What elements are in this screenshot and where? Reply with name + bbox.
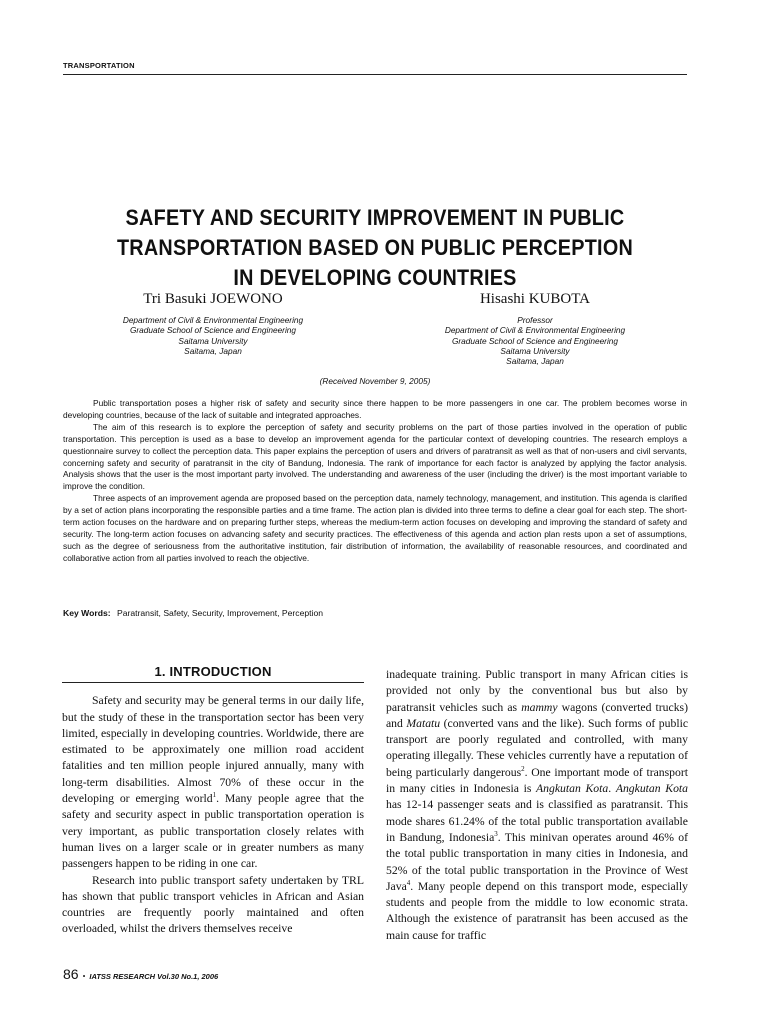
- text-run: inadequate training. Public transport in many African cities is provided not only by the conventional bus but also by paratransit vehicles such as: [386, 668, 688, 714]
- text-run: has 12-14 passenger seats and is classified as paratransit. This mode shares 61.24% of the total public transportation available in Bandung, Indonesia: [386, 798, 688, 844]
- text-run: Safety and security may be general terms in our daily life, but the study of these in the transportation sector has been very limited, especially in developing countries. Worldwide, there are estimated to be approximately one million road accident fatalities and ten million people injured annually, many with long-term disabilities. Almost 70% of these occur in the developing or emerging world: [62, 694, 364, 806]
- affiliation-line: Saitama University: [500, 345, 570, 356]
- title-line-2: TRANSPORTATION BASED ON PUBLIC PERCEPTION: [116, 235, 634, 260]
- citation-marker: 3: [494, 830, 498, 839]
- body-column-right: [386, 667, 688, 944]
- affiliation-line: Department of Civil & Environmental Engineering: [444, 325, 626, 336]
- author-affiliation-1: [63, 315, 363, 356]
- paper-title: [98, 203, 652, 293]
- text-run: . One important mode of transport in many cities in Indonesia is: [386, 765, 688, 796]
- page-footer: [63, 966, 218, 984]
- title-line-1: SAFETY AND SECURITY IMPROVEMENT IN PUBLIC: [125, 205, 625, 230]
- body-paragraph: Research into public transport safety undertaken by TRL has shown that public transport vehicles in African and Asian countries are frequently poorly maintained and often overloaded, whilst the drivers themselves receive: [62, 873, 364, 936]
- keywords-label: Key Words:: [63, 608, 111, 618]
- affiliation-line: Department of Civil & Environmental Engineering: [122, 315, 304, 325]
- text-run: . Many people agree that the safety and security aspect in public transportation operation is very important, as public transportation closely relates with human lives on a larger scale or in greater numbers as many passengers happen to be riding in one car.: [62, 792, 364, 871]
- citation-marker: 4: [406, 878, 411, 887]
- title-line-3: IN DEVELOPING COUNTRIES: [233, 265, 517, 290]
- citation-marker: 1: [212, 791, 217, 800]
- journal-name: IATSS RESEARCH Vol.30 No.1, 2006: [89, 972, 219, 981]
- emphasis-term: Angkutan Kota: [615, 782, 688, 796]
- section-heading: 1. INTRODUCTION: [62, 664, 364, 683]
- affiliation-line: Saitama, Japan: [184, 345, 242, 356]
- body-column-left: [62, 664, 364, 938]
- affiliation-line: Graduate School of Science and Engineering: [451, 335, 619, 346]
- emphasis-term: mammy: [521, 700, 558, 714]
- text-run: . This minivan operates around 46% of the total public transportation in many cities in Indonesia, and 52% of the total public transportation in the Province of West Java: [386, 830, 688, 893]
- text-run: .: [608, 782, 616, 796]
- author-affiliation-2: [385, 315, 685, 366]
- affiliation-line: Saitama, Japan: [506, 356, 564, 367]
- affiliation-line: Professor: [517, 315, 553, 325]
- emphasis-term: Angkutan Kota: [536, 782, 609, 796]
- abstract: [63, 398, 687, 565]
- citation-marker: 2: [521, 764, 525, 773]
- affiliation-line: Saitama University: [178, 335, 248, 346]
- abstract-paragraph: Public transportation poses a higher risk of safety and security since there happen to be more passengers in one car. The problem becomes worse in developing countries, because of the lack of suitable and integrated approaches.: [63, 398, 687, 420]
- text-run: (converted vans and the like). Such forms of public transport are poorly regulated and controlled, with many operating illegally. These vehicles currently have a reputation of being particularly dangerous: [386, 716, 689, 779]
- author-name-1: Tri Basuki JOEWONO: [143, 291, 283, 307]
- body-paragraph: [62, 693, 364, 872]
- keywords-value: Paratransit, Safety, Security, Improvement, Perception: [116, 608, 324, 618]
- affiliation-line: Graduate School of Science and Engineering: [129, 325, 297, 336]
- emphasis-term: Matatu: [406, 716, 441, 730]
- text-run: . Many people depend on this transport mode, especially students and people from the middle to low economic strata. Although the existence of paratransit has been accused as the main cause for traffic: [386, 879, 688, 942]
- abstract-paragraph: Three aspects of an improvement agenda are proposed based on the perception data, namely technology, management, and institution. This agenda is clarified by a set of action plans incorporating the responsible parties and a time frame. The action plan is divided into three terms to define a clear goal for each step. The short-term action focuses on the hardware and on preparing further steps, whereas the medium-term action focuses on developing and improving the standard of safety and security. The long-term action focuses on advancing safety and security practices. The effectiveness of this agenda and action plan rests upon a set of assumptions, such as the degree of seriousness from the authoritative institution, fair distribution of information, the availability of reasonable resources, and coordinated and collaborative action from all parties involved to reach the objective.: [63, 493, 687, 563]
- running-head: TRANSPORTATION: [63, 61, 135, 70]
- page-number: 86: [63, 966, 79, 982]
- keywords: [63, 608, 687, 618]
- received-date: (Received November 9, 2005): [319, 376, 431, 386]
- header-rule: [63, 74, 687, 75]
- bullet-icon: •: [82, 972, 86, 981]
- author-name-2: Hisashi KUBOTA: [479, 291, 591, 307]
- abstract-paragraph: The aim of this research is to explore the perception of safety and security problems on the part of those parties involved in the operation of public transportation. This perception is used as a base to develop an improvement agenda for the particular context of developing countries. The research employs a questionnaire survey to collect the perception data. This paper explains the perception of users and drivers of paratransit as well as that of non-users and civil servants, concerning safety and security of paratransit in the city of Bandung, Indonesia. The rank of importance for each factor is analyzed by applying the factor analysis. Analysis shows that the user is the most important party involved. The understanding and awareness of the user (including the driver) is the most important variable to improve the condition.: [63, 421, 687, 492]
- text-run: wagons (converted trucks) and: [386, 700, 688, 730]
- body-paragraph: [386, 667, 688, 944]
